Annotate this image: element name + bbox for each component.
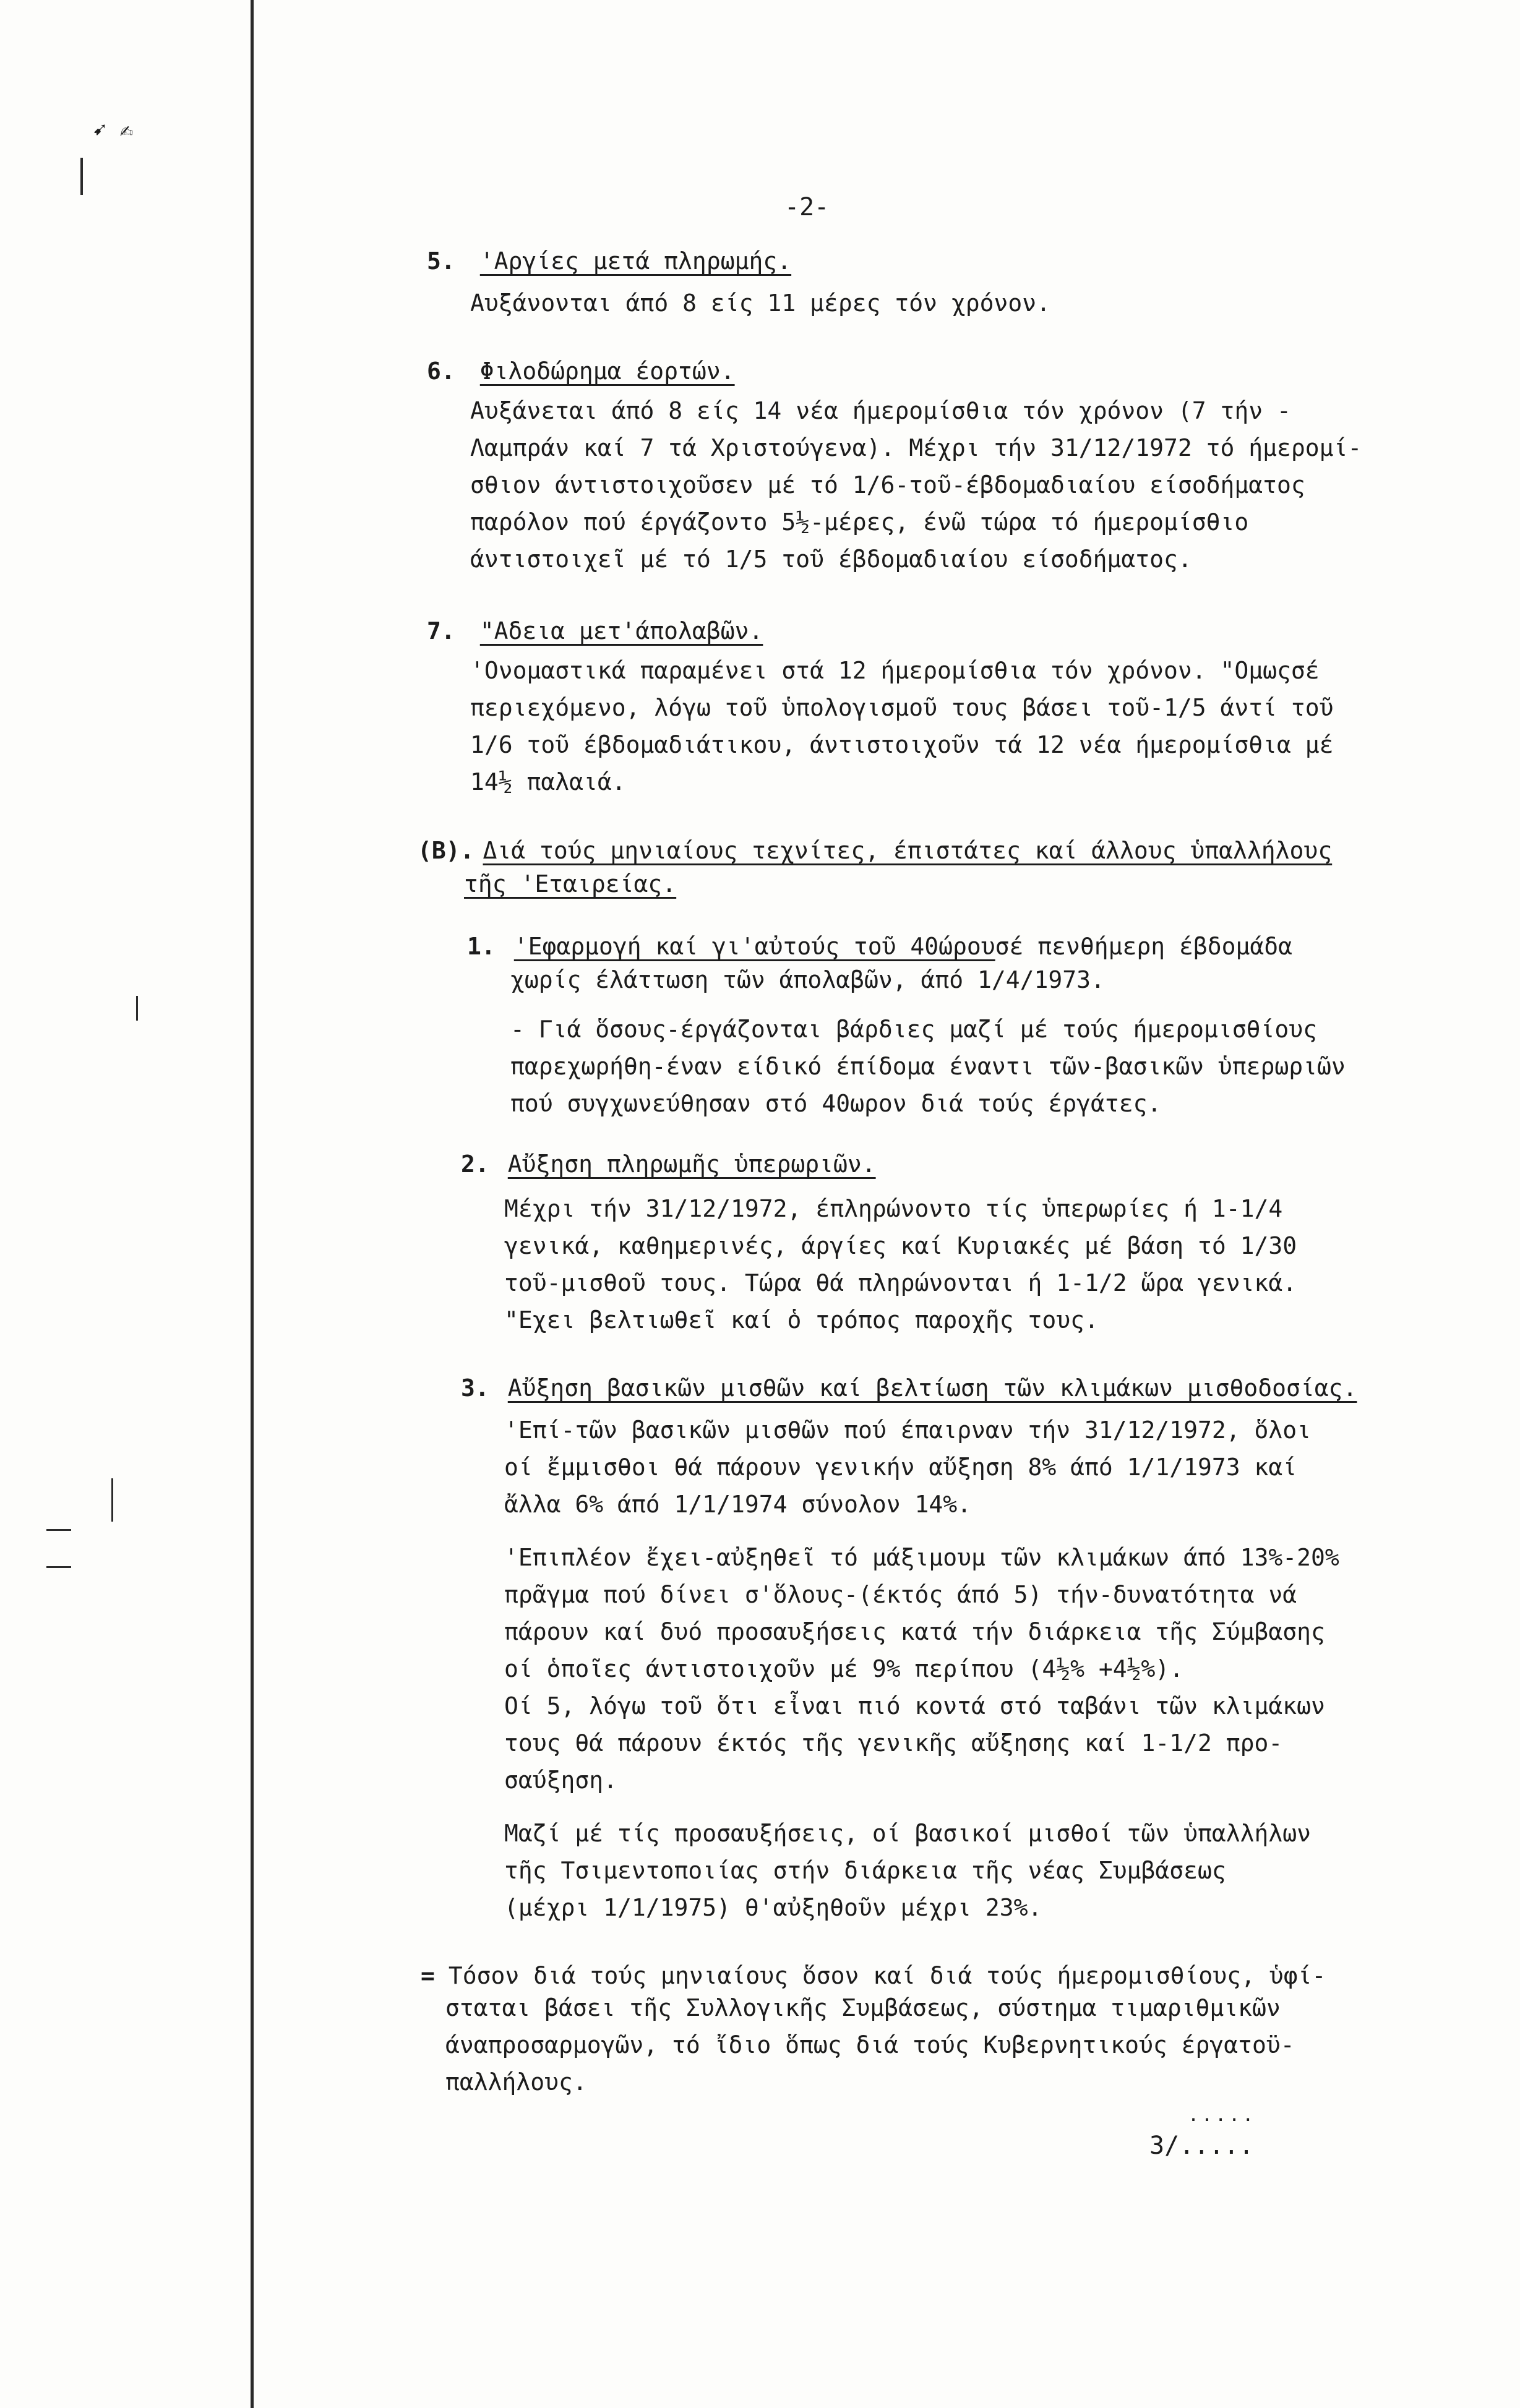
- text-line: τῆς Τσιμεντοποιίας στήν διάρκεια τῆς νέας Συμβάσεως: [504, 1857, 1226, 1884]
- text-line: Αυξάνεται άπό 8 είς 14 νέα ήμερομίσθια τόν χρόνον (7 τήν -: [470, 397, 1291, 424]
- item-number: 5.: [427, 247, 455, 275]
- text-line: πού συγχωνεύθησαν στό 40ωρον διά τούς έργάτες.: [510, 1090, 1162, 1117]
- text-line: παλλήλους.: [445, 2068, 587, 2096]
- item-5: [427, 247, 1050, 322]
- text-line: σαύξηση.: [504, 1767, 618, 1794]
- text-line: Μαζί μέ τίς προσαυξήσεις, οί βασικοί μισθοί τῶν ὑπαλλήλων: [504, 1820, 1312, 1847]
- text-line: περιεχόμενο, λόγω τοῦ ὑπολογισμοῦ τους βάσει τοῦ-1/5 άντί τοῦ: [470, 694, 1334, 721]
- section-heading-line2: τῆς 'Εταιρείας.: [464, 870, 677, 898]
- text-line: γενικά, καθημερινές, άργίες καί Κυριακές μέ βάση τό 1/30: [504, 1232, 1297, 1259]
- subitem-heading: Αὔξηση πληρωμῆς ὑπερωριῶν.: [507, 1150, 876, 1178]
- text-line: ἄλλα 6% άπό 1/1/1974 σύνολον 14%.: [504, 1491, 971, 1518]
- item-heading: "Αδεια μετ'άπολαβῶν.: [479, 617, 763, 645]
- text-line: χωρίς έλάττωση τῶν άπολαβῶν, άπό 1/4/1973.: [510, 966, 1105, 993]
- subitem-3: [461, 1374, 1357, 1926]
- footer-dots: .....: [1188, 2104, 1256, 2126]
- text-line: 14½ παλαιά.: [470, 768, 626, 795]
- text-line: σθιον άντιστοιχοῦσεν μέ τό 1/6-τοῦ-έβδομαδιαίου είσοδήματος: [470, 471, 1305, 499]
- text-line: παρόλον πού έργάζοντο 5½-μέρες, ένῶ τώρα τό ήμερομίσθιο: [470, 508, 1249, 536]
- text-line: Αυξάνονται άπό 8 είς 11 μέρες τόν χρόνον.: [470, 289, 1050, 317]
- text-line: 'Επί-τῶν βασικῶν μισθῶν πού έπαιρναν τήν 31/12/1972, ὅλοι: [504, 1416, 1312, 1444]
- subitem-heading-rest: σέ πενθήμερη έβδομάδα: [995, 933, 1293, 960]
- text-line: "Εχει βελτιωθεῖ καί ὁ τρόπος παροχῆς τους.: [504, 1306, 1099, 1334]
- page-number: -2-: [784, 193, 830, 221]
- item-number: 7.: [427, 617, 455, 645]
- item-heading: Φιλοδώρημα έορτών.: [479, 358, 735, 385]
- text-line: άντιστοιχεῖ μέ τό 1/5 τοῦ έβδομαδιαίου είσοδήματος.: [470, 546, 1192, 573]
- text-line: 'Επιπλέον ἔχει-αὐξηθεῖ τό μάξιμουμ τῶν κλιμάκων άπό 13%-20%: [504, 1544, 1339, 1571]
- item-heading: 'Αργίες μετά πληρωμής.: [479, 247, 792, 275]
- text-line: πρᾶγμα πού δίνει σ'ὅλους-(έκτός άπό 5) τήν-δυνατότητα νά: [504, 1581, 1297, 1608]
- text-line: Μέχρι τήν 31/12/1972, έπληρώνοντο τίς ὑπερωρίες ή 1-1/4: [504, 1195, 1283, 1222]
- text-line: Τόσον διά τούς μηνιαίους ὅσον καί διά τούς ήμερομισθίους, ὑφί-: [448, 1962, 1326, 1989]
- text-line: (μέχρι 1/1/1975) θ'αὐξηθοῦν μέχρι 23%.: [504, 1894, 1042, 1921]
- corner-mark: ➹ ✍: [93, 118, 134, 143]
- closing-marker: =: [421, 1962, 435, 1989]
- section-label: (Β).: [418, 837, 474, 864]
- margin-mark: [46, 1529, 71, 1531]
- text-line: τοῦ-μισθοῦ τους. Τώρα θά πληρώνονται ή 1-1/2 ὥρα γενικά.: [504, 1269, 1297, 1296]
- continuation-marker: 3/.....: [1149, 2132, 1254, 2160]
- subitem-number: 2.: [461, 1150, 489, 1178]
- item-number: 6.: [427, 358, 455, 385]
- item-6: [427, 358, 1362, 578]
- section-heading: Διά τούς μηνιαίους τεχνίτες, έπιστάτες καί άλλους ὑπαλλήλους: [483, 837, 1333, 864]
- margin-mark: [111, 1478, 113, 1522]
- subitem-2: [461, 1150, 1297, 1339]
- text-line: άναπροσαρμογῶν, τό ἴδιο ὅπως διά τούς Κυβερνητικούς έργατοϋ-: [445, 2031, 1295, 2059]
- text-line: Λαμπράν καί 7 τά Χριστούγενα). Μέχρι τήν 31/12/1972 τό ήμερομί-: [470, 434, 1362, 461]
- subitem-heading: Αὔξηση βασικῶν μισθῶν καί βελτίωση τῶν κλιμάκων μισθοδοσίας.: [507, 1374, 1357, 1402]
- text-line: πάρουν καί δυό προσαυξήσεις κατά τήν διάρκεια τῆς Σύμβασης: [504, 1618, 1325, 1645]
- text-line: Οί 5, λόγω τοῦ ὅτι εἶναι πιό κοντά στό ταβάνι τῶν κλιμάκων: [504, 1692, 1325, 1720]
- text-line: οί ἔμμισθοι θά πάρουν γενικήν αὔξηση 8% άπό 1/1/1973 καί: [504, 1454, 1297, 1481]
- text-line: παρεχωρήθη-έναν είδικό έπίδομα έναντι τῶν-βασικῶν ὑπερωριῶν: [510, 1053, 1346, 1080]
- subitem-number: 3.: [461, 1374, 489, 1402]
- subitem-1: [467, 933, 1346, 1122]
- subitem-heading: 'Εφαρμογή καί γι'αὐτούς τοῦ 40ώρου: [513, 933, 995, 960]
- margin-mark: [46, 1566, 71, 1568]
- text-line: σταται βάσει τῆς Συλλογικῆς Συμβάσεως, σύστημα τιμαριθμικῶν: [445, 1994, 1281, 2021]
- subitem-number: 1.: [467, 933, 496, 960]
- item-7: [427, 617, 1334, 800]
- text-line: 'Ονομαστικά παραμένει στά 12 ήμερομίσθια τόν χρόνον. "Ομωςσέ: [470, 657, 1320, 684]
- text-line: τους θά πάρουν έκτός τῆς γενικῆς αὔξησης καί 1-1/2 προ-: [504, 1729, 1283, 1757]
- left-margin-line: [251, 0, 254, 2408]
- margin-mark: [80, 158, 83, 195]
- closing-paragraph: [421, 1962, 1326, 2101]
- text-line: οί ὁποῖες άντιστοιχοῦν μέ 9% περίπου (4½% +4½%).: [504, 1655, 1184, 1682]
- margin-mark: [136, 996, 138, 1021]
- section-b: [418, 837, 1332, 898]
- text-line: 1/6 τοῦ έβδομαδιάτικου, άντιστοιχοῦν τά 12 νέα ήμερομίσθια μέ: [470, 731, 1334, 758]
- text-line: - Γιά ὅσους-έργάζονται βάρδιες μαζί μέ τούς ήμερομισθίους: [510, 1016, 1318, 1043]
